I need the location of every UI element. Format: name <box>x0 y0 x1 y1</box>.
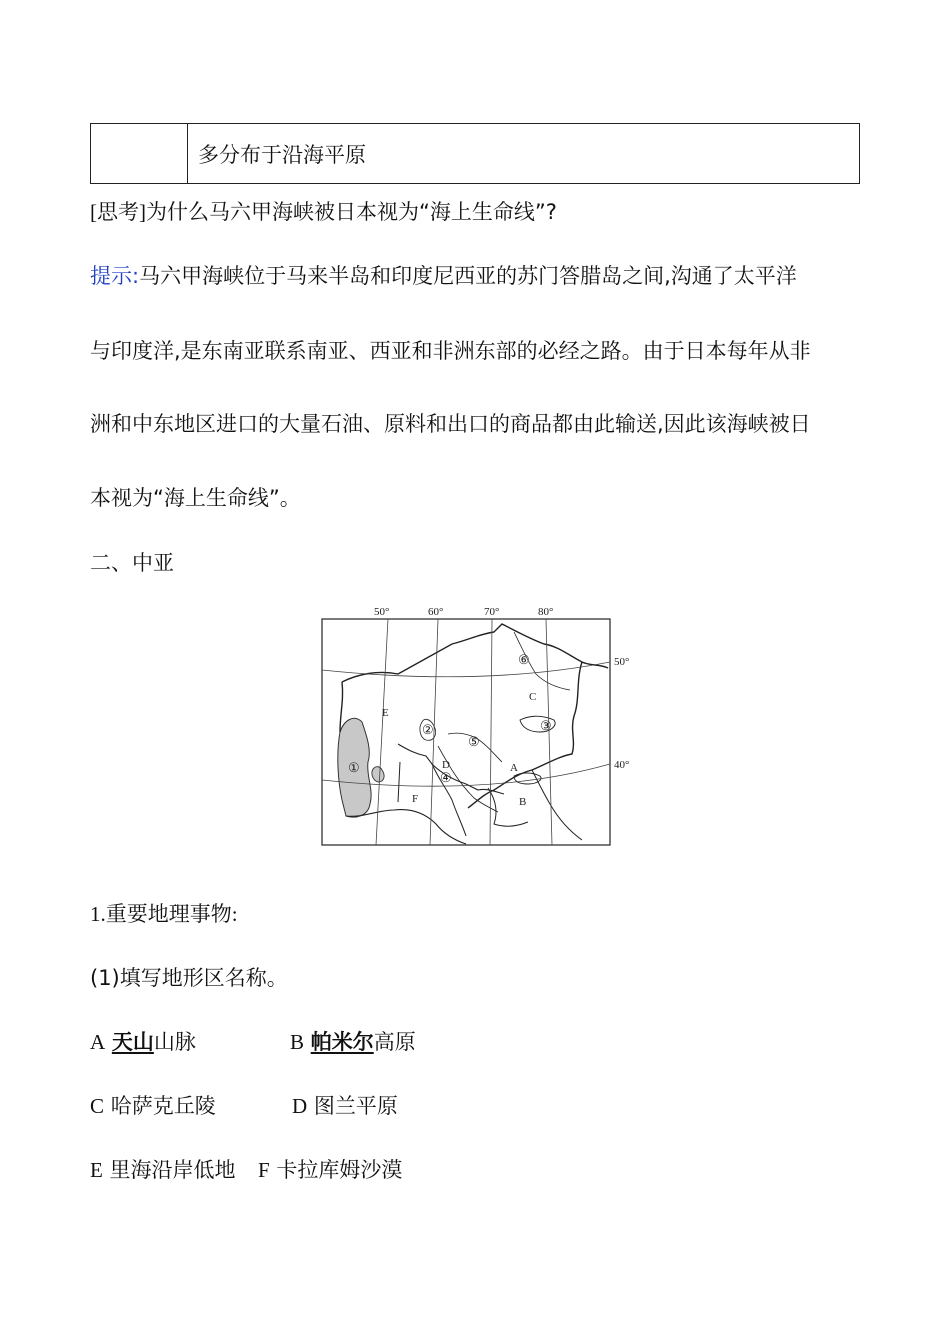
item-f <box>258 1158 402 1182</box>
mark-5: ⑤ <box>468 734 480 749</box>
items-sub <box>90 966 288 990</box>
think-text: 为什么马六甲海峡被日本视为“海上生命线”? <box>146 200 557 224</box>
hint-line-1 <box>90 264 797 288</box>
region-letter-a: A <box>510 762 518 774</box>
item-c <box>90 1094 216 1118</box>
item-a-letter: A <box>90 1030 106 1054</box>
table-cell-empty <box>91 124 188 184</box>
item-a-suffix: 山脉 <box>153 1030 196 1054</box>
item-e-text: 里海沿岸低地 <box>109 1158 236 1182</box>
lon-label: 50° <box>374 606 390 618</box>
feature-table <box>90 123 860 184</box>
item-c-text: 哈萨克丘陵 <box>110 1094 216 1118</box>
items-heading: 1.重要地理事物: <box>90 902 238 926</box>
hint-text-1: 马六甲海峡位于马来半岛和印度尼西亚的苏门答腊岛之间,沟通了太平洋 <box>139 264 797 288</box>
hint-label: 提示: <box>90 264 140 288</box>
item-d-letter: D <box>292 1094 308 1118</box>
items-sub-text: (1)填写地形区名称。 <box>90 966 288 990</box>
lon-label: 70° <box>484 606 500 618</box>
mark-2: ② <box>422 722 434 737</box>
think-label: [思考] <box>90 200 146 224</box>
table-row <box>91 124 860 184</box>
mark-1: ① <box>348 760 360 775</box>
lat-label: 40° <box>614 759 630 771</box>
item-c-letter: C <box>90 1094 105 1118</box>
lon-label: 80° <box>538 606 554 618</box>
lon-label: 60° <box>428 606 444 618</box>
hint-line-3: 洲和中东地区进口的大量石油、原料和出口的商品都由此输送,因此该海峡被日 <box>90 412 811 436</box>
region-letter-d: D <box>442 759 450 771</box>
hint-line-4: 本视为“海上生命线”。 <box>90 486 301 510</box>
lat-label: 50° <box>614 656 630 668</box>
region-letter-b: B <box>519 796 527 808</box>
item-e <box>90 1158 236 1182</box>
item-d-text: 图兰平原 <box>313 1094 398 1118</box>
hint-line-2: 与印度洋,是东南亚联系南亚、西亚和非洲东部的必经之路。由于日本每年从非 <box>90 339 811 363</box>
mark-4: ④ <box>440 770 452 785</box>
item-b-answer: 帕米尔 <box>310 1030 374 1054</box>
mark-3: ③ <box>540 718 552 733</box>
region-letter-c: C <box>529 691 537 703</box>
item-f-text: 卡拉库姆沙漠 <box>276 1158 403 1182</box>
item-a-answer: 天山 <box>111 1030 154 1054</box>
item-b-letter: B <box>290 1030 305 1054</box>
item-b <box>290 1030 416 1054</box>
table-cell-text: 多分布于沿海平原 <box>188 124 860 184</box>
central-asia-map <box>318 604 638 850</box>
region-letter-e: E <box>382 707 389 719</box>
section-title: 二、中亚 <box>90 551 174 575</box>
item-d <box>292 1094 398 1118</box>
think-question <box>90 200 557 224</box>
item-b-suffix: 高原 <box>373 1030 416 1054</box>
mark-6: ⑥ <box>518 652 530 667</box>
region-letter-f: F <box>412 793 419 805</box>
item-e-letter: E <box>90 1158 103 1182</box>
item-f-letter: F <box>258 1158 270 1182</box>
item-a <box>90 1030 196 1054</box>
